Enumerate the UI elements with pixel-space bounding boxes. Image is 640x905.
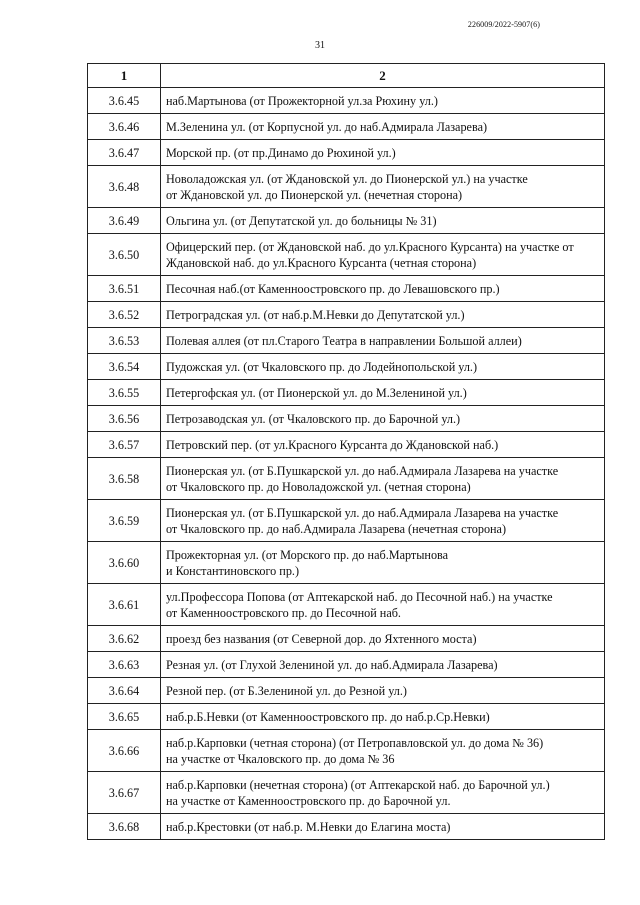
row-number-cell: 3.6.59 bbox=[88, 500, 161, 542]
row-number-cell: 3.6.68 bbox=[88, 814, 161, 840]
table-row bbox=[88, 678, 605, 704]
street-list-table bbox=[87, 63, 605, 840]
row-description-cell: Прожекторная ул. (от Морского пр. до наб.Мартынова и Константиновского пр.) bbox=[161, 542, 605, 584]
table-row bbox=[88, 276, 605, 302]
row-description-cell: Морской пр. (от пр.Динамо до Рюхиной ул.) bbox=[161, 140, 605, 166]
row-description-cell: наб.р.Карповки (четная сторона) (от Петропавловской ул. до дома № 36) на участке от Чкаловского пр. до дома № 36 bbox=[161, 730, 605, 772]
table-row bbox=[88, 208, 605, 234]
column-header-number: 1 bbox=[88, 64, 161, 88]
table-row bbox=[88, 730, 605, 772]
row-number-cell: 3.6.63 bbox=[88, 652, 161, 678]
row-description-cell: Песочная наб.(от Каменноостровского пр. до Левашовского пр.) bbox=[161, 276, 605, 302]
table-header-row bbox=[88, 64, 605, 88]
row-number-cell: 3.6.54 bbox=[88, 354, 161, 380]
row-description-cell: наб.р.Б.Невки (от Каменноостровского пр. до наб.р.Ср.Невки) bbox=[161, 704, 605, 730]
table-row bbox=[88, 302, 605, 328]
table-row bbox=[88, 584, 605, 626]
table-row bbox=[88, 234, 605, 276]
table-row bbox=[88, 500, 605, 542]
row-number-cell: 3.6.46 bbox=[88, 114, 161, 140]
row-number-cell: 3.6.64 bbox=[88, 678, 161, 704]
row-number-cell: 3.6.47 bbox=[88, 140, 161, 166]
table-row bbox=[88, 772, 605, 814]
table-row bbox=[88, 140, 605, 166]
row-description-cell: проезд без названия (от Северной дор. до Яхтенного моста) bbox=[161, 626, 605, 652]
column-header-description: 2 bbox=[161, 64, 605, 88]
table-row bbox=[88, 114, 605, 140]
row-number-cell: 3.6.57 bbox=[88, 432, 161, 458]
row-number-cell: 3.6.62 bbox=[88, 626, 161, 652]
row-description-cell: М.Зеленина ул. (от Корпусной ул. до наб.Адмирала Лазарева) bbox=[161, 114, 605, 140]
row-description-cell: Пудожская ул. (от Чкаловского пр. до Лодейнопольской ул.) bbox=[161, 354, 605, 380]
row-number-cell: 3.6.50 bbox=[88, 234, 161, 276]
row-description-cell: ул.Профессора Попова (от Аптекарской наб. до Песочной наб.) на участке от Каменноостровского пр. до Песочной наб. bbox=[161, 584, 605, 626]
row-description-cell: Пионерская ул. (от Б.Пушкарской ул. до наб.Адмирала Лазарева на участке от Чкаловского пр. до наб.Адмирала Лазарева (нечетная сторона) bbox=[161, 500, 605, 542]
table-row bbox=[88, 432, 605, 458]
row-number-cell: 3.6.51 bbox=[88, 276, 161, 302]
row-number-cell: 3.6.66 bbox=[88, 730, 161, 772]
row-description-cell: Ольгина ул. (от Депутатской ул. до больницы № 31) bbox=[161, 208, 605, 234]
table-row bbox=[88, 652, 605, 678]
table-row bbox=[88, 458, 605, 500]
row-description-cell: Резная ул. (от Глухой Зелениной ул. до наб.Адмирала Лазарева) bbox=[161, 652, 605, 678]
table-row bbox=[88, 328, 605, 354]
page-number: 31 bbox=[315, 40, 325, 51]
table-body bbox=[88, 88, 605, 840]
table-row bbox=[88, 406, 605, 432]
table-row bbox=[88, 88, 605, 114]
row-description-cell: наб.Мартынова (от Прожекторной ул.за Рюхину ул.) bbox=[161, 88, 605, 114]
row-number-cell: 3.6.65 bbox=[88, 704, 161, 730]
row-number-cell: 3.6.58 bbox=[88, 458, 161, 500]
row-description-cell: Петергофская ул. (от Пионерской ул. до М.Зелениной ул.) bbox=[161, 380, 605, 406]
row-description-cell: наб.р.Крестовки (от наб.р. М.Невки до Елагина моста) bbox=[161, 814, 605, 840]
document-id: 226009/2022-5907(6) bbox=[467, 20, 540, 29]
row-number-cell: 3.6.56 bbox=[88, 406, 161, 432]
row-number-cell: 3.6.60 bbox=[88, 542, 161, 584]
table-row bbox=[88, 814, 605, 840]
row-number-cell: 3.6.49 bbox=[88, 208, 161, 234]
row-number-cell: 3.6.53 bbox=[88, 328, 161, 354]
row-description-cell: Резной пер. (от Б.Зелениной ул. до Резной ул.) bbox=[161, 678, 605, 704]
table-row bbox=[88, 542, 605, 584]
row-number-cell: 3.6.52 bbox=[88, 302, 161, 328]
row-number-cell: 3.6.61 bbox=[88, 584, 161, 626]
row-description-cell: наб.р.Карповки (нечетная сторона) (от Аптекарской наб. до Барочной ул.) на участке от Каменноостровского пр. до Барочной ул. bbox=[161, 772, 605, 814]
row-description-cell: Офицерский пер. (от Ждановской наб. до ул.Красного Курсанта) на участке от Ждановской наб. до ул.Красного Курсанта (четная сторона) bbox=[161, 234, 605, 276]
row-description-cell: Петровский пер. (от ул.Красного Курсанта до Ждановской наб.) bbox=[161, 432, 605, 458]
row-number-cell: 3.6.48 bbox=[88, 166, 161, 208]
table-row bbox=[88, 354, 605, 380]
row-description-cell: Новоладожская ул. (от Ждановской ул. до Пионерской ул.) на участке от Ждановской ул. до Пионерской ул. (нечетная сторона) bbox=[161, 166, 605, 208]
row-description-cell: Полевая аллея (от пл.Старого Театра в направлении Большой аллеи) bbox=[161, 328, 605, 354]
row-description-cell: Петрозаводская ул. (от Чкаловского пр. до Барочной ул.) bbox=[161, 406, 605, 432]
row-number-cell: 3.6.45 bbox=[88, 88, 161, 114]
row-description-cell: Пионерская ул. (от Б.Пушкарской ул. до наб.Адмирала Лазарева на участке от Чкаловского пр. до Новоладожской ул. (четная сторона) bbox=[161, 458, 605, 500]
table-row bbox=[88, 626, 605, 652]
table-row bbox=[88, 166, 605, 208]
table-row bbox=[88, 380, 605, 406]
row-number-cell: 3.6.55 bbox=[88, 380, 161, 406]
row-description-cell: Петроградская ул. (от наб.р.М.Невки до Депутатской ул.) bbox=[161, 302, 605, 328]
table-row bbox=[88, 704, 605, 730]
row-number-cell: 3.6.67 bbox=[88, 772, 161, 814]
